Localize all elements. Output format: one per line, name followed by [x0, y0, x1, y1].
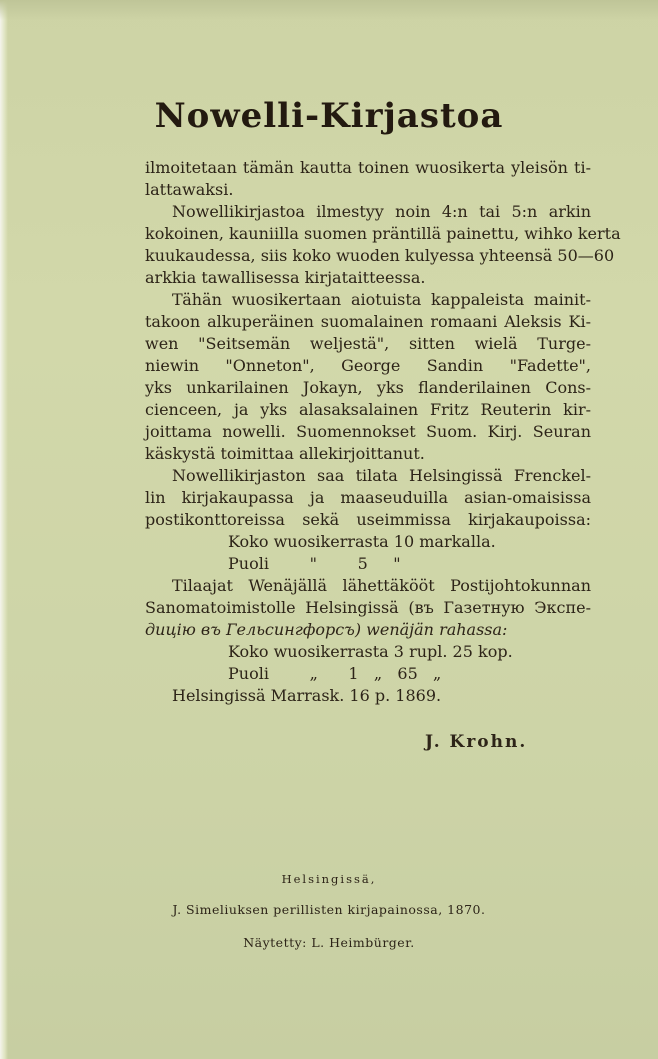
text-line: wen "Seitsemän weljestä", sitten wielä Turge-: [145, 334, 591, 353]
price-line: Puoli „ 1 „ 65 „: [228, 664, 442, 683]
text-line: joittama nowelli. Suomennokset Suom. Kirj. Seuran: [145, 422, 591, 441]
text-line: postikonttoreissa sekä useimmissa kirjakaupoissa:: [145, 510, 591, 529]
price-line: Puoli " 5 ": [228, 554, 401, 573]
text-line: käskystä toimittaa allekirjoittanut.: [145, 444, 425, 463]
price-line: Koko wuosikerrasta 3 rupl. 25 kop.: [228, 642, 513, 661]
date-line: Helsingissä Marrask. 16 p. 1869.: [172, 686, 442, 705]
text-line: Tilaajat Wenäjällä lähettäkööt Postijohtokunnan: [172, 576, 591, 595]
imprint-printer: J. Simeliuksen perillisten kirjapainossa, 1870.: [172, 902, 486, 917]
text-line: arkkia tawallisessa kirjataitteessa.: [145, 268, 426, 287]
price-line: Koko wuosikerrasta 10 markalla.: [228, 532, 496, 551]
text-line: lin kirjakaupassa ja maaseuduilla asian-omaisissa: [145, 488, 591, 507]
imprint-place: Helsingissä,: [281, 872, 377, 886]
page-title: Nowelli-Kirjastoa: [154, 96, 504, 136]
text-line: lattawaksi.: [145, 180, 234, 199]
text-line: kuukaudessa, siis koko wuoden kulyessa yhteensä 50—60: [145, 246, 615, 265]
text-line: cienceen, ja yks alasaksalainen Fritz Reuterin kir-: [145, 400, 591, 419]
page-edge: [0, 0, 8, 1059]
text-line: takoon alkuperäinen suomalainen romaani Aleksis Ki-: [145, 312, 591, 331]
text-line: дицію въ Гельсингфорсъ) wenäjän rahassa:: [145, 620, 508, 639]
text-line: Nowellikirjastoa ilmestyy noin 4:n tai 5:n arkin: [172, 202, 591, 221]
text-line: niewin "Onneton", George Sandin "Fadette",: [145, 356, 591, 375]
signature: J. Krohn.: [425, 732, 528, 752]
text-line: Nowellikirjaston saa tilata Helsingissä Frenckel-: [172, 466, 591, 485]
page-top-shadow: [0, 0, 658, 20]
text-line: Sanomatoimistolle Helsingissä (въ Газетную Экспе-: [145, 598, 591, 617]
text-line: yks unkarilainen Jokayn, yks flanderilainen Cons-: [145, 378, 591, 397]
text-line: kokoinen, kauniilla suomen präntillä painettu, wihko kerta: [145, 224, 621, 243]
text-line: Tähän wuosikertaan aiotuista kappaleista mainit-: [172, 290, 591, 309]
text-line: ilmoitetaan tämän kautta toinen wuosikerta yleisön ti-: [145, 158, 591, 177]
imprint-censor: Näytetty: L. Heimbürger.: [243, 935, 415, 950]
